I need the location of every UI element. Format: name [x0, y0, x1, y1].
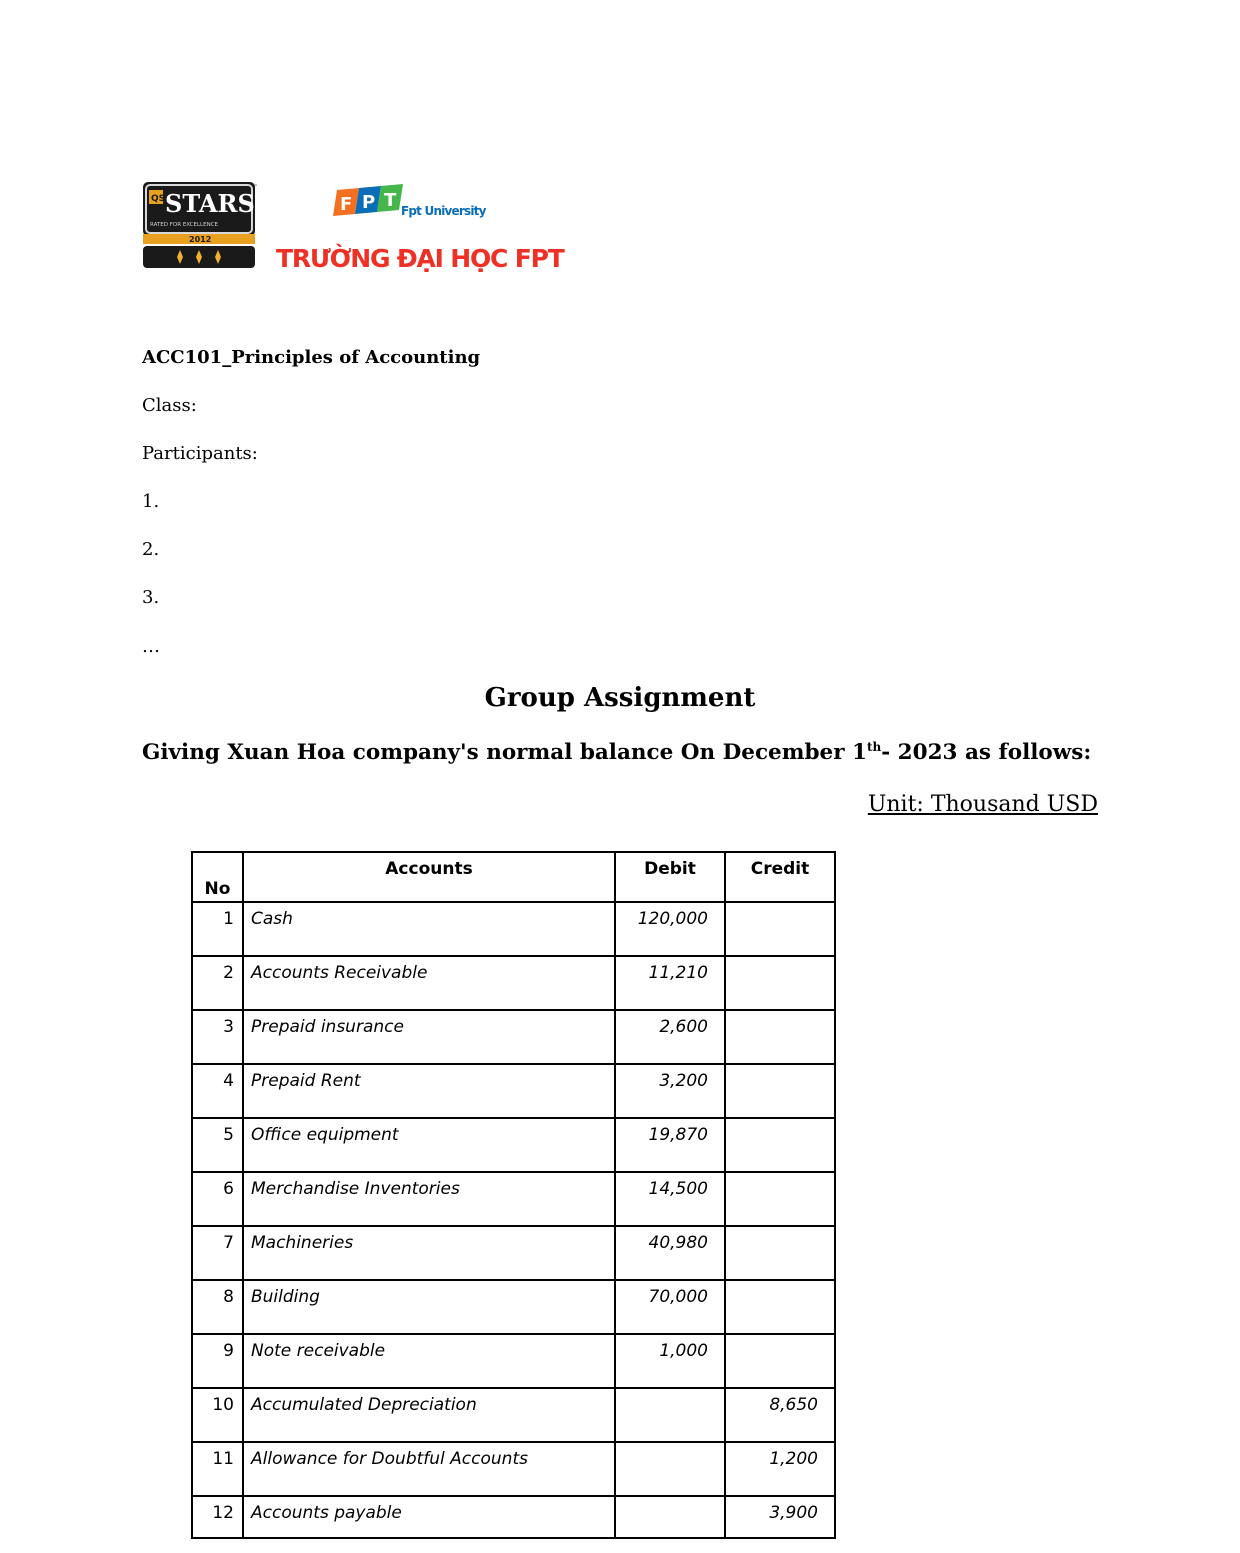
table-body [192, 902, 835, 1538]
participant-item: 3. [142, 587, 160, 608]
assignment-title: Group Assignment [484, 683, 756, 713]
row-credit [725, 1172, 835, 1226]
participants-label: Participants: [142, 443, 258, 464]
row-number: 12 [192, 1496, 243, 1538]
row-credit [725, 1280, 835, 1334]
table-row [192, 956, 835, 1010]
class-label: Class: [142, 395, 197, 416]
row-debit [615, 1388, 725, 1442]
row-account: Prepaid insurance [243, 1010, 615, 1064]
qs-stars-logo [143, 182, 259, 270]
row-debit: 14,500 [615, 1172, 725, 1226]
intro-superscript: th [866, 740, 882, 754]
row-account: Merchandise Inventories [243, 1172, 615, 1226]
row-debit: 1,000 [615, 1334, 725, 1388]
row-debit: 120,000 [615, 902, 725, 956]
balance-table [191, 851, 836, 1539]
participant-item: 1. [142, 491, 160, 512]
header-accounts: Accounts [243, 852, 615, 902]
table-row [192, 1010, 835, 1064]
row-credit [725, 1226, 835, 1280]
row-credit [725, 956, 835, 1010]
table-row [192, 1388, 835, 1442]
row-account: Office equipment [243, 1118, 615, 1172]
row-account: Accounts Receivable [243, 956, 615, 1010]
row-credit [725, 1010, 835, 1064]
table-row [192, 1172, 835, 1226]
table-row [192, 1280, 835, 1334]
table-row [192, 1226, 835, 1280]
row-number: 5 [192, 1118, 243, 1172]
row-credit [725, 902, 835, 956]
header-debit: Debit [615, 852, 725, 902]
qs-year-text: 2012 [189, 235, 212, 244]
row-debit: 2,600 [615, 1010, 725, 1064]
header-no: No [192, 852, 243, 902]
row-number: 11 [192, 1442, 243, 1496]
row-debit: 11,210 [615, 956, 725, 1010]
row-number: 1 [192, 902, 243, 956]
row-debit [615, 1496, 725, 1538]
row-debit: 40,980 [615, 1226, 725, 1280]
svg-text:™: ™ [253, 184, 258, 190]
svg-text:T: T [384, 190, 397, 211]
svg-text:P: P [362, 192, 376, 213]
header-credit: Credit [725, 852, 835, 902]
row-credit: 3,900 [725, 1496, 835, 1538]
qs-tag-text: QS [151, 194, 166, 204]
participant-item: 2. [142, 539, 160, 560]
row-number: 10 [192, 1388, 243, 1442]
row-credit: 1,200 [725, 1442, 835, 1496]
row-debit: 19,870 [615, 1118, 725, 1172]
svg-text:F: F [340, 194, 353, 215]
fpt-tagline-text: Fpt University [401, 204, 486, 218]
row-account: Accumulated Depreciation [243, 1388, 615, 1442]
row-number: 8 [192, 1280, 243, 1334]
table-row [192, 1496, 835, 1538]
fpt-university-logo [333, 186, 486, 228]
table-row [192, 1442, 835, 1496]
row-number: 7 [192, 1226, 243, 1280]
row-account: Cash [243, 902, 615, 956]
row-number: 9 [192, 1334, 243, 1388]
table-header-row [192, 852, 835, 902]
table-row [192, 1334, 835, 1388]
row-debit: 70,000 [615, 1280, 725, 1334]
university-name: TRƯỜNG ĐẠI HỌC FPT [276, 244, 564, 273]
qs-sub-text: RATED FOR EXCELLENCE [150, 222, 219, 228]
row-account: Accounts payable [243, 1496, 615, 1538]
row-number: 3 [192, 1010, 243, 1064]
row-account: Machineries [243, 1226, 615, 1280]
row-credit [725, 1118, 835, 1172]
row-account: Prepaid Rent [243, 1064, 615, 1118]
row-credit: 8,650 [725, 1388, 835, 1442]
intro-prefix: Giving Xuan Hoa company's normal balance On December 1 [142, 740, 867, 766]
participant-ellipsis: … [142, 636, 160, 657]
row-credit [725, 1334, 835, 1388]
table-row [192, 902, 835, 956]
intro-line [142, 740, 1091, 765]
table-row [192, 1118, 835, 1172]
unit-line: Unit: Thousand USD [867, 792, 1098, 817]
intro-suffix: - 2023 as follows: [881, 740, 1092, 766]
qs-stars-text: STARS [165, 189, 255, 218]
row-account: Note receivable [243, 1334, 615, 1388]
row-account: Allowance for Doubtful Accounts [243, 1442, 615, 1496]
row-number: 6 [192, 1172, 243, 1226]
table-row [192, 1064, 835, 1118]
row-debit [615, 1442, 725, 1496]
row-number: 2 [192, 956, 243, 1010]
row-credit [725, 1064, 835, 1118]
row-number: 4 [192, 1064, 243, 1118]
row-debit: 3,200 [615, 1064, 725, 1118]
row-account: Building [243, 1280, 615, 1334]
course-title: ACC101_Principles of Accounting [142, 347, 481, 368]
